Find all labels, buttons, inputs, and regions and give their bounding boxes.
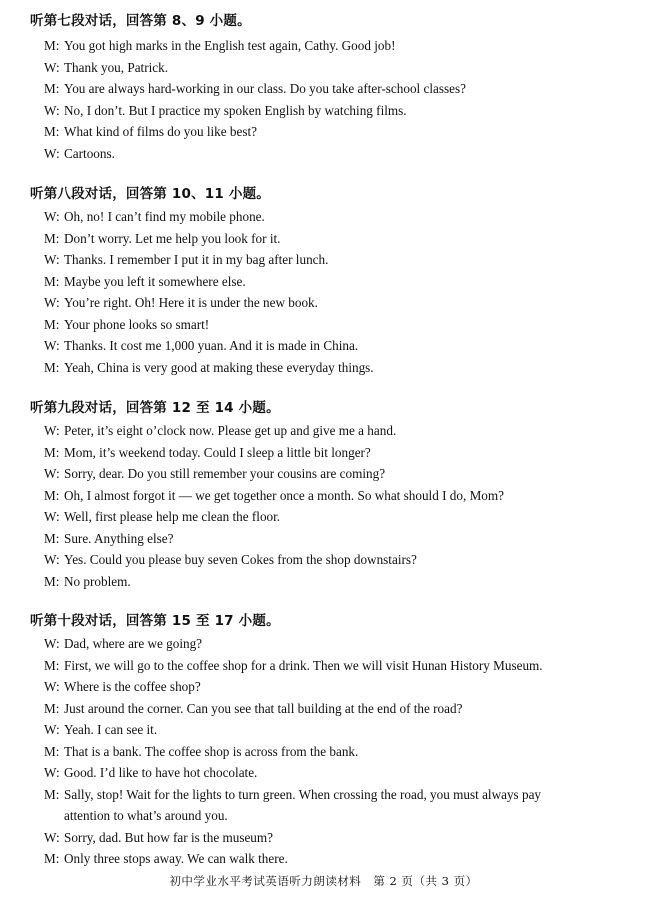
dialogue-line [44, 316, 209, 334]
dialogue-line [44, 208, 265, 226]
line-text: You’re right. Oh! Here it is under the new book. [64, 295, 318, 310]
dialogue-line [44, 678, 201, 696]
speaker-label: M: [44, 657, 60, 673]
dialogue-line [44, 102, 407, 120]
dialogue-line [44, 700, 462, 718]
speaker-label: M: [44, 81, 60, 96]
speaker-label: M: [44, 851, 60, 866]
speaker-label: W: [44, 829, 60, 845]
line-text: Where is the coffee shop? [64, 679, 201, 694]
speaker-label: W: [44, 338, 60, 353]
dialogue-line [44, 80, 466, 98]
dialogue-line [44, 657, 543, 675]
dialogue-line [44, 465, 385, 483]
dialogue-line [44, 573, 131, 591]
speaker-label: M: [44, 573, 60, 589]
speaker-label: M: [44, 700, 60, 716]
dialogue-line [44, 123, 257, 141]
line-text: Thank you, Patrick. [64, 59, 169, 75]
line-text: Cartoons. [64, 145, 115, 161]
dialogue-line [44, 294, 318, 312]
line-text: Your phone looks so smart! [64, 316, 210, 332]
dialogue-line [44, 786, 541, 804]
speaker-label: W: [44, 722, 60, 737]
line-text: Dad, where are we going? [64, 636, 203, 651]
dialogue-line [44, 551, 417, 569]
speaker-label: M: [44, 743, 60, 759]
section-header: 听第八段对话，回答第 10、11 小题。 [30, 186, 270, 202]
line-text: Peter, it’s eight o’clock now. Please get up and give me a hand. [64, 423, 397, 438]
speaker-label: M: [44, 359, 60, 375]
speaker-label: M: [44, 230, 60, 246]
speaker-label: M: [44, 786, 60, 802]
dialogue-line [44, 273, 246, 291]
line-text: Sure. Anything else? [64, 530, 174, 546]
line-text: You are always hard-working in our class. Do you take after-school classes? [64, 81, 466, 96]
speaker-label: W: [44, 423, 60, 438]
speaker-label: W: [44, 145, 60, 161]
speaker-label: W: [44, 679, 60, 694]
speaker-label: M: [44, 124, 60, 139]
speaker-label: M: [44, 530, 60, 546]
line-text: Well, first please help me clean the floor. [64, 509, 281, 524]
speaker-label: W: [44, 59, 60, 75]
dialogue-line [44, 850, 288, 868]
section-header: 听第七段对话，回答第 8、9 小题。 [30, 13, 251, 29]
line-text: attention to what’s around you. [64, 808, 228, 823]
speaker-label: M: [44, 316, 60, 332]
page-footer: 初中学业水平考试英语听力朗读材料 第 2 页（共 3 页） [169, 874, 478, 888]
dialogue-line [44, 444, 371, 462]
line-text: No problem. [64, 573, 131, 589]
line-text: Good. I’d like to have hot chocolate. [64, 765, 258, 780]
speaker-label: W: [44, 252, 60, 267]
speaker-label: W: [44, 466, 60, 481]
dialogue-line [44, 487, 504, 505]
speaker-label: W: [44, 509, 60, 524]
dialogue-line [44, 230, 280, 248]
dialogue-line [44, 37, 396, 55]
speaker-label: W: [44, 295, 60, 310]
dialogue-line [44, 764, 257, 782]
speaker-label: W: [44, 636, 60, 651]
dialogue-line [44, 422, 396, 440]
dialogue-line [44, 145, 115, 163]
dialogue-line [44, 337, 358, 355]
line-text: Oh, no! I can’t find my mobile phone. [64, 209, 265, 224]
line-text: Thanks. I remember I put it in my bag after lunch. [64, 252, 329, 267]
dialogue-line [44, 508, 280, 526]
line-text: Yeah, China is very good at making these everyday things. [64, 359, 374, 375]
dialogue-line [44, 721, 157, 739]
speaker-label: W: [44, 102, 60, 118]
section-header: 听第十段对话，回答第 15 至 17 小题。 [30, 613, 280, 629]
dialogue-line [44, 530, 174, 548]
line-text: What kind of films do you like best? [64, 124, 258, 139]
speaker-label: W: [44, 552, 60, 567]
line-text: Just around the corner. Can you see that tall building at the end of the road? [64, 700, 463, 716]
speaker-label: M: [44, 38, 60, 53]
speaker-label: W: [44, 209, 60, 224]
dialogue-line [44, 635, 202, 653]
section-header: 听第九段对话，回答第 12 至 14 小题。 [30, 400, 280, 416]
line-text: Don’t worry. Let me help you look for it. [64, 230, 281, 246]
speaker-label: W: [44, 765, 60, 780]
speaker-label: M: [44, 487, 60, 503]
line-text: Only three stops away. We can walk there. [64, 851, 288, 866]
dialogue-line [44, 251, 328, 269]
line-text: Yes. Could you please buy seven Cokes from the shop downstairs? [64, 552, 417, 567]
line-text: No, I don’t. But I practice my spoken English by watching films. [64, 102, 407, 118]
dialogue-line-continuation [64, 807, 228, 825]
line-text: Sorry, dad. But how far is the museum? [64, 829, 274, 845]
line-text: Sally, stop! Wait for the lights to turn green. When crossing the road, you must always pay [64, 786, 542, 802]
line-text: You got high marks in the English test again, Cathy. Good job! [64, 38, 396, 53]
line-text: That is a bank. The coffee shop is across from the bank. [64, 743, 359, 759]
line-text: Yeah. I can see it. [64, 722, 158, 737]
dialogue-line [44, 359, 374, 377]
dialogue-line [44, 829, 273, 847]
line-text: Sorry, dear. Do you still remember your cousins are coming? [64, 466, 386, 481]
line-text: First, we will go to the coffee shop for a drink. Then we will visit Hunan History Museum. [64, 657, 543, 673]
line-text: Mom, it’s weekend today. Could I sleep a little bit longer? [64, 444, 371, 460]
speaker-label: M: [44, 444, 60, 460]
line-text: Maybe you left it somewhere else. [64, 273, 246, 289]
dialogue-line [44, 59, 168, 77]
dialogue-line [44, 743, 358, 761]
line-text: Thanks. It cost me 1,000 yuan. And it is made in China. [64, 338, 359, 353]
line-text: Oh, I almost forgot it — we get together once a month. So what should I do, Mom? [64, 487, 505, 503]
speaker-label: M: [44, 273, 60, 289]
